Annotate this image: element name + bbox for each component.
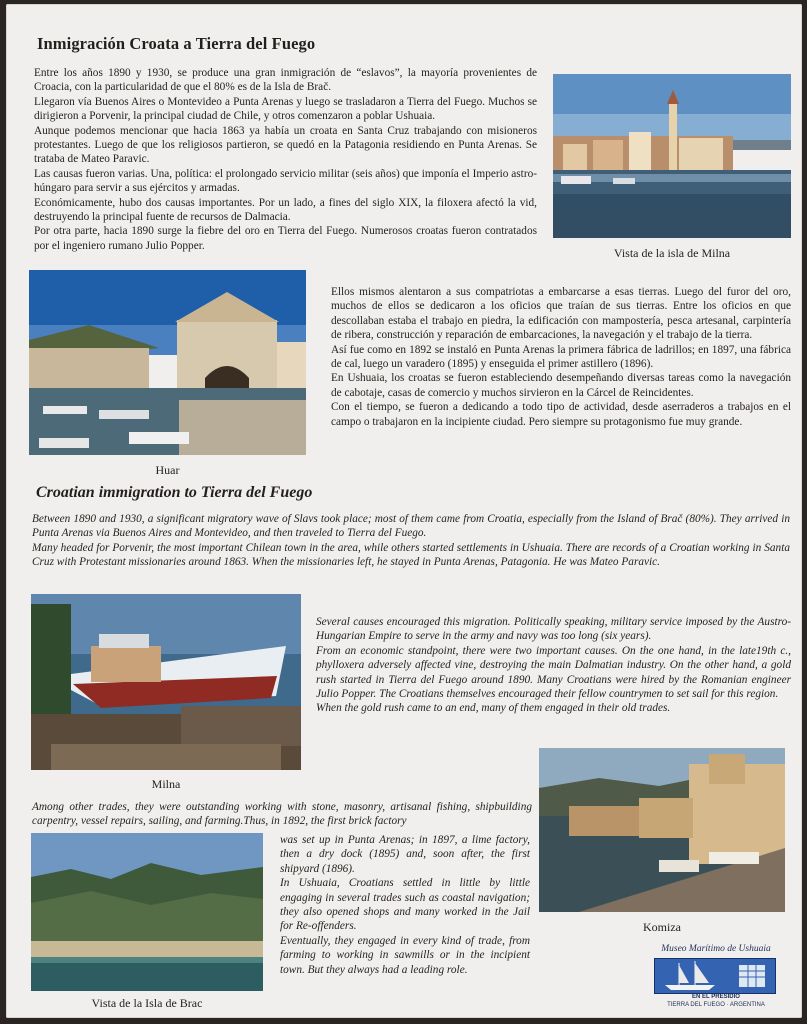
paragraph: Llegaron vía Buenos Aires o Montevideo a Punta Arenas y luego se trasladaron a Tierra del Fuego. Muchos se dirigieron a Porvenir, la principal ciudad de Chile, y otros comenzaron a poblar Ushuaia. [34,95,537,123]
paragraph: Las causas fueron varias. Una, política: el prolongado servicio militar (seis años) que imponía el Imperio astro-húngaro para servir a sus ejércitos y armadas. [34,167,537,195]
english-title: Croatian immigration to Tierra del Fuego [36,484,313,501]
spanish-title: Inmigración Croata a Tierra del Fuego [37,34,316,53]
huar-photo [29,270,306,455]
english-trades-lead: Among other trades, they were outstanding working with stone, masonry, artisanal fishing, shipbuilding carpentry, vessel repairs, sailing, and farming.Thus, in 1892, the first brick factory [32,801,532,828]
paragraph: Por otra parte, hacia 1890 surge la fiebre del oro en Tierra del Fuego. Numerosos croatas fueron contratados por el ingeniero rumano Julio Popper. [34,225,537,252]
spanish-body [331,285,791,429]
ship-icon [654,958,776,994]
brac-photo [31,833,263,991]
paragraph: Eventually, they engaged in every kind of trade, from farming to working in sawmills or in the incipient town. But they always had a leading role. [280,934,530,976]
paragraph: was set up in Punta Arenas; in 1897, a lime factory, then a dry dock (1895) and, soon after, the first shipyard (1896). [280,834,530,875]
spanish-intro [34,66,537,253]
caption-milna-island: Vista de la isla de Milna [613,246,731,260]
caption-huar: Huar [155,463,180,477]
paragraph: From an economic standpoint, there were two important causes. On the one hand, in the late19th c., phylloxera adversely affected vine, destroying the main Dalmatian industry. On the other hand, a gold rush started in Tierra del Fuego around 1890. Many Croatians were hired by the Romanian engineer Julio Popper. The Croatians themselves encouraged their fellow countrymen to set sail for this region. [316,644,791,701]
paragraph: Con el tiempo, se fueron a dedicando a todo tipo de actividad, desde aserraderos a trabajos en el campo o trabajaron en la incipiente ciudad. Pero siempre su protagonismo fue muy grande. [331,401,791,428]
english-trades-rest [280,833,530,977]
milna-boat-photo [31,594,301,770]
caption-brac: Vista de la Isla de Brac [91,996,203,1010]
caption-komiza: Komiza [643,920,681,934]
english-causes [316,615,791,716]
paragraph: Between 1890 and 1930, a significant migratory wave of Slavs took place; most of them came from Croatia, especially from the Island of Brač (80%). They arrived in Punta Arenas via Buenos Aires and Montevideo, and then traveled to Tierra del Fuego. [32,513,790,540]
paragraph: Several causes encouraged this migration. Politically speaking, military service imposed by the Austro-Hungarian Empire to serve in the army and navy was too long (six years). [316,616,791,643]
museum-logo [650,944,782,1016]
paragraph: In Ushuaia, Croatians settled in little by little engaging in several trades such as coastal navigation; they also opened shops and many worked in the Jail for Re-offenders. [280,877,530,933]
logo-line-1: EN EL PRESIDIO [692,994,740,1000]
milna-island-photo [553,74,791,238]
paragraph: Ellos mismos alentaron a sus compatriotas a embarcarse a esas tierras. Luego del furor del oro, muchos de ellos se dedicaron a los oficios que traían de sus tierras. Entre los oficios en que descollaban estaba el trabajo en piedra, la edificación con mampostería, pesca artesanal, carpintería de ribera, construcción y reparación de embarcaciones, la navegación y el trabajo de la tierra. [331,286,791,342]
paragraph: En Ushuaia, los croatas se fueron estableciendo desempeñando diversas tareas como la navegación de cabotaje, casas de comercio y muchos sirvieron en la Cárcel de Reincidentes. [331,372,791,399]
paragraph: When the gold rush came to an end, many of them engaged in their old trades. [316,702,671,715]
logo-title: Museo Marítimo de Ushuaia [661,944,771,954]
caption-milna: Milna [151,777,181,791]
english-intro [32,512,790,570]
komiza-photo [539,748,785,912]
paragraph: Many headed for Porvenir, the most important Chilean town in the area, while others started settlements in Ushuaia. There are records of a Croatian working in Santa Cruz with Protestant missionaries around 1863. When the missionaries left, he stayed in Punta Arenas, Patagonia. He was Mateo Paravic. [32,541,790,569]
paragraph: Económicamente, hubo dos causas importantes. Por un lado, a fines del siglo XIX, la filoxera afectó la vid, destruyendo la principal fuente de recursos de Dalmacia. [34,196,537,224]
paragraph: Entre los años 1890 y 1930, se produce una gran inmigración de “eslavos”, la mayoría provenientes de Croacia, con la particularidad de que el 80% es de la Isla de Brač. [34,67,537,94]
logo-line-2: TIERRA DEL FUEGO · ARGENTINA [667,1002,765,1008]
paragraph: Aunque podemos mencionar que hacia 1863 ya había un croata en Santa Cruz trabajando con misioneros protestantes. Luego de que los religiosos partieron, se quedó en la Patagonia residiendo en Punta Arenas. Se trataba de Mateo Paravic. [34,124,537,166]
information-panel [6,4,802,1018]
paragraph: Así fue como en 1892 se instaló en Punta Arenas la primera fábrica de ladrillos; en 1897, una fábrica de cal, luego un varadero (1895) y enseguida el primer astillero (1896). [331,343,791,371]
